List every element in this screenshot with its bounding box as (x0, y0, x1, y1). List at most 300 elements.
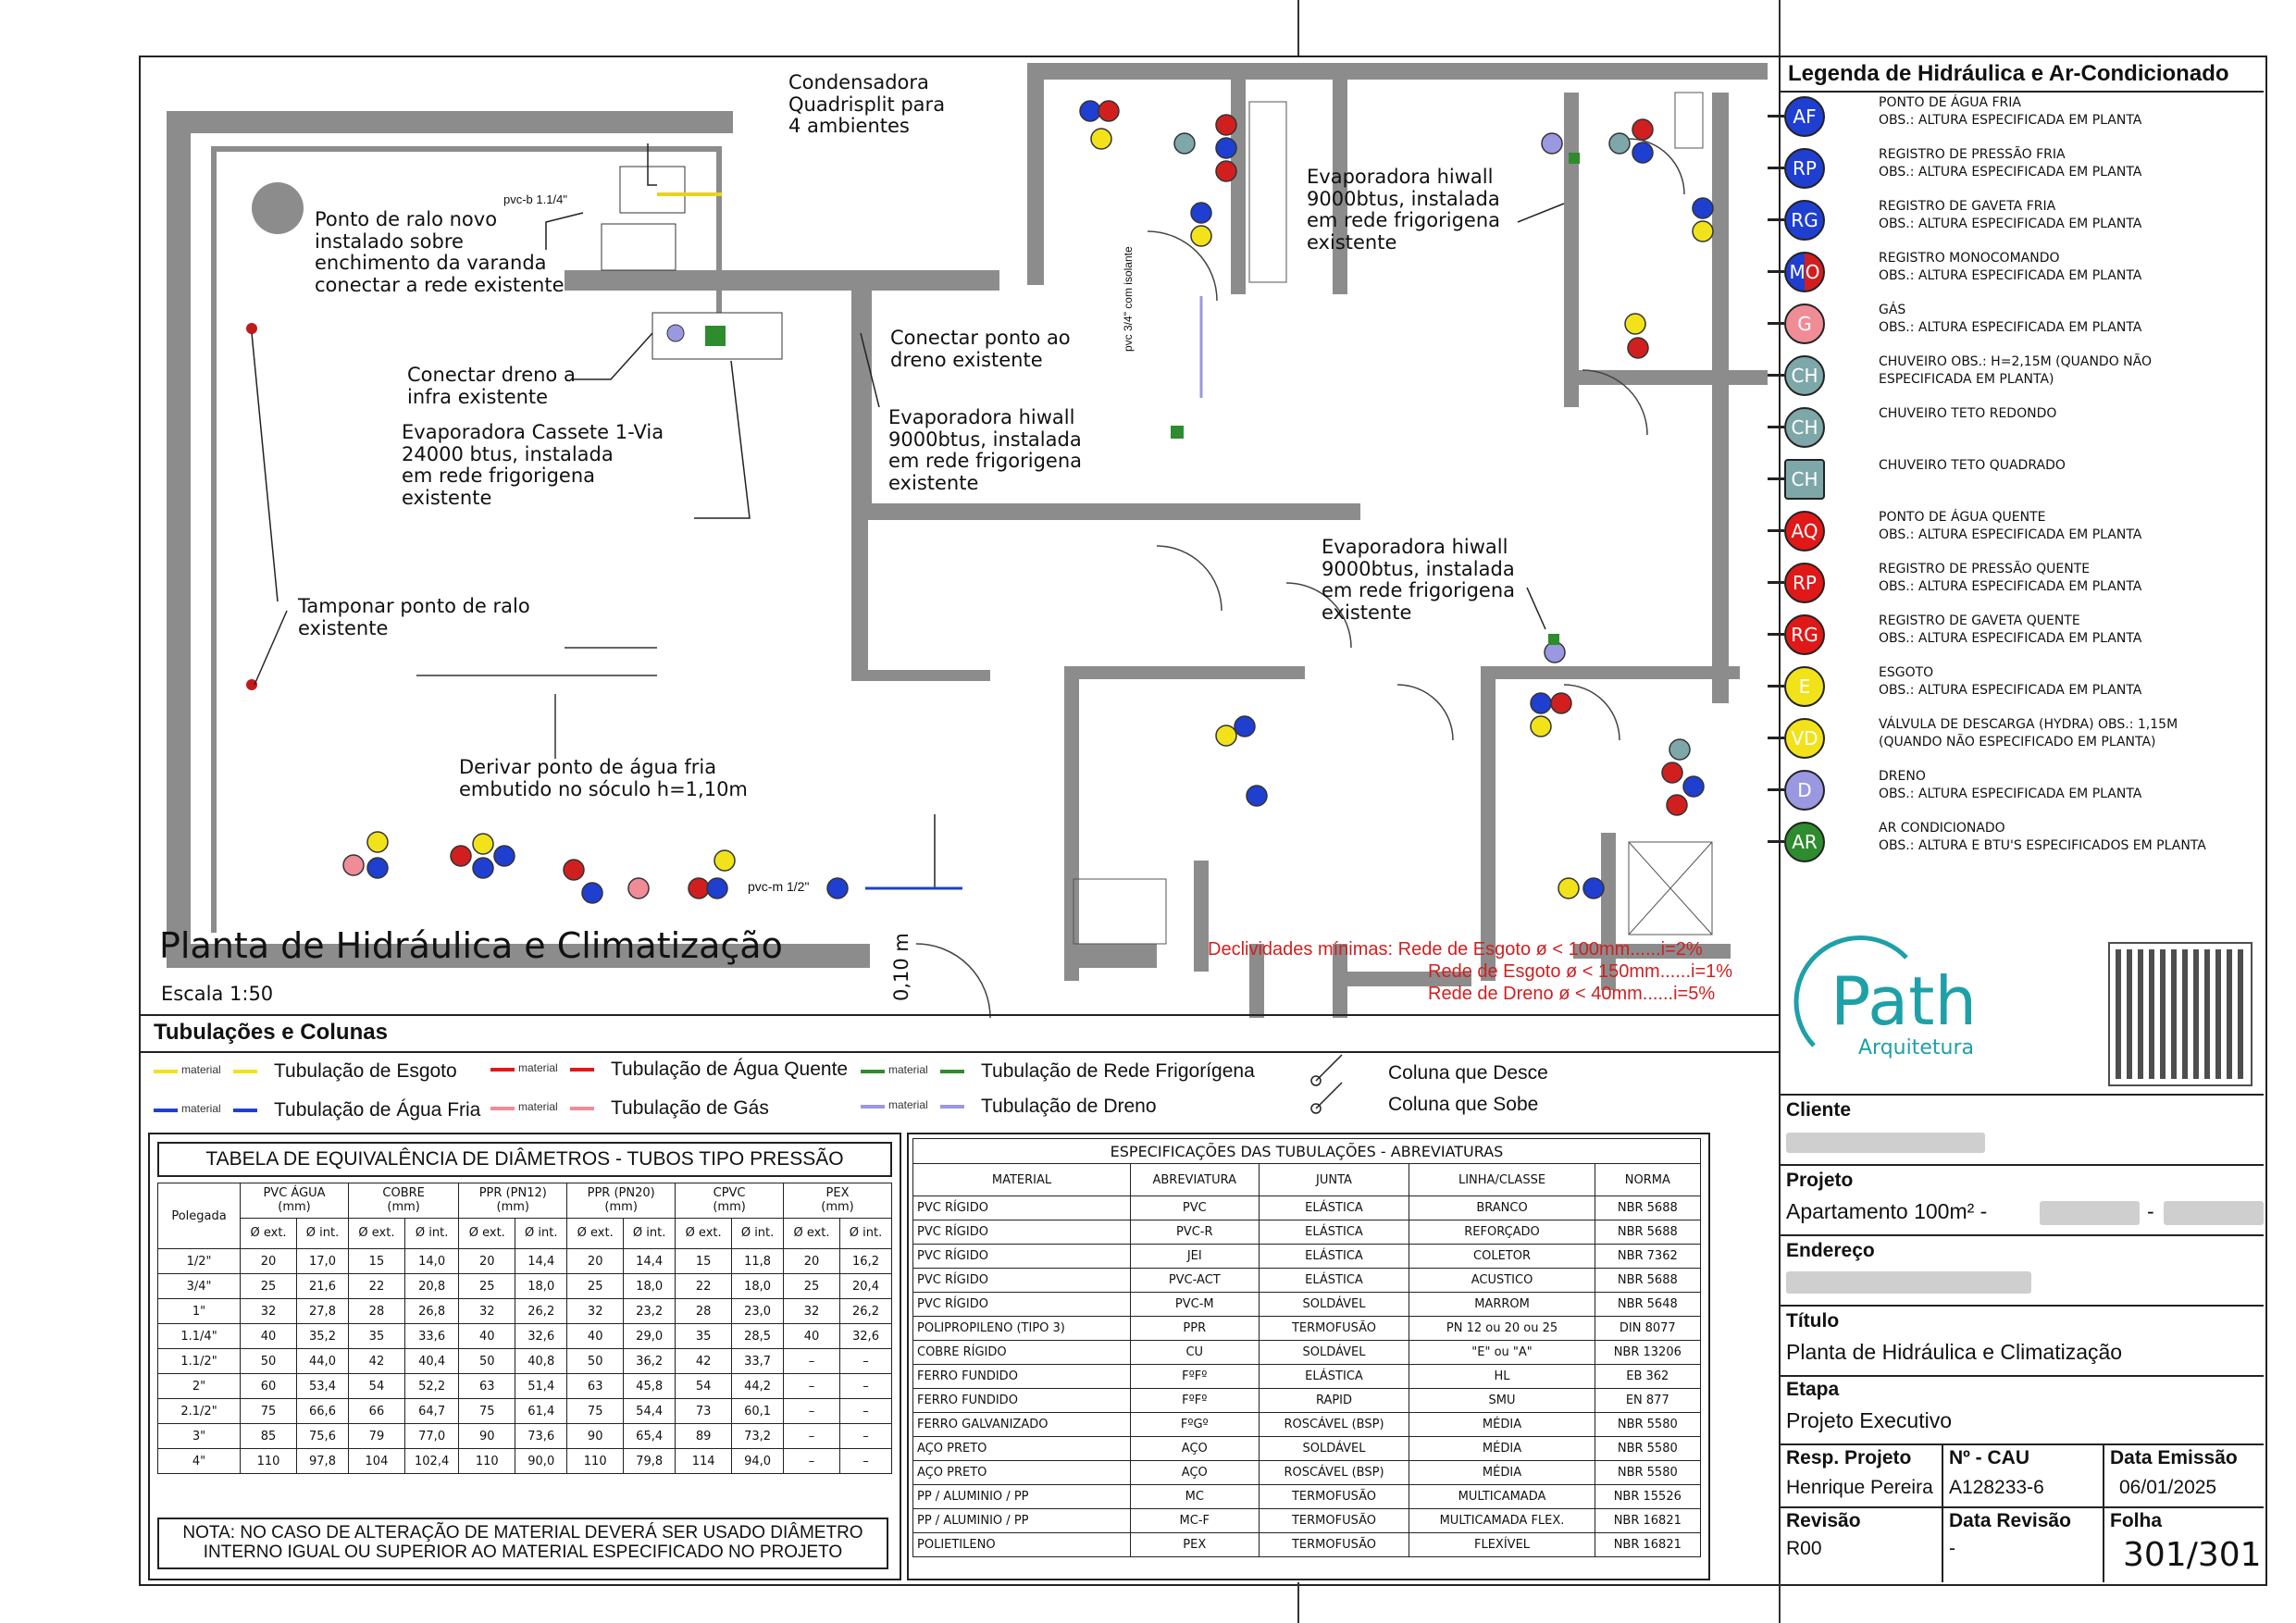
pipe-swatch (154, 1070, 178, 1073)
legend-text: REGISTRO DE PRESSÃO QUENTE OBS.: ALTURA ESPECIFICADA EM PLANTA (1879, 562, 2142, 594)
table-cell: 20 (567, 1249, 624, 1274)
legend-leader (1768, 529, 1784, 532)
table-cell: 20 (459, 1249, 515, 1274)
tb-row-line (1779, 1305, 2264, 1307)
table-row (913, 1341, 1701, 1365)
table-cell: 63 (567, 1374, 624, 1399)
table-cell: 90 (567, 1424, 624, 1449)
legend-symbol-icon (1784, 511, 1825, 551)
table-row (913, 1196, 1701, 1220)
table-cell: 51,4 (515, 1374, 567, 1399)
table-cell: 40 (567, 1324, 624, 1349)
cau-value: A128233-6 (1949, 1477, 2044, 1498)
table-cell: 28 (676, 1299, 732, 1324)
table-cell: NBR 5688 (1595, 1269, 1700, 1293)
equiv-header-cell: PPR (PN20) (mm) (567, 1183, 676, 1219)
legend-item (1768, 609, 2267, 661)
note-hiwall-3: Evaporadora hiwall 9000btus, instalada em rede frigorigena existente (1322, 536, 1516, 624)
table-cell: 79 (348, 1424, 404, 1449)
legend-item (1768, 402, 2267, 453)
slope-line-2: Rede de Esgoto ø < 150mm......i=1% (1428, 961, 1733, 982)
table-cell: 65,4 (624, 1424, 676, 1449)
table-cell: 52,2 (404, 1374, 458, 1399)
plan-scale: Escala 1:50 (161, 983, 274, 1005)
legend-symbol-icon (1784, 822, 1825, 862)
table-cell: NBR 5580 (1595, 1413, 1700, 1437)
brand-sub: Arquitetura (1858, 1036, 1974, 1059)
legend-code: RP (1793, 572, 1817, 594)
table-row (913, 1269, 1701, 1293)
legend-symbol-icon (1784, 407, 1825, 448)
legend-item (1768, 661, 2267, 712)
table-cell: ELÁSTICA (1259, 1365, 1409, 1389)
table-cell: TERMOFUSÃO (1259, 1485, 1409, 1509)
table-cell: 40 (241, 1324, 297, 1349)
table-row (158, 1349, 892, 1374)
pipe-label: Tubulação de Gás (611, 1097, 769, 1119)
table-cell: ELÁSTICA (1259, 1245, 1409, 1269)
table-cell: AÇO PRETO (913, 1461, 1131, 1485)
table-cell: FºFº (1131, 1389, 1260, 1413)
legend-code: RG (1791, 209, 1818, 231)
table-row (158, 1374, 892, 1399)
table-cell: 61,4 (515, 1399, 567, 1424)
table-cell: NBR 16821 (1595, 1533, 1700, 1557)
legend-text: PONTO DE ÁGUA FRIA OBS.: ALTURA ESPECIFICADA EM PLANTA (1879, 95, 2142, 128)
legend-symbol-icon (1784, 148, 1825, 189)
table-cell: PVC RÍGIDO (913, 1293, 1131, 1317)
legend-symbol-icon (1784, 459, 1825, 500)
table-cell: PVC RÍGIDO (913, 1269, 1131, 1293)
table-row (913, 1245, 1701, 1269)
table-cell: AÇO (1131, 1461, 1260, 1485)
legend-item (1768, 453, 2267, 505)
table-cell: 25 (567, 1274, 624, 1299)
spec-title-row (913, 1139, 1701, 1164)
brand-name: Path (1831, 962, 1978, 1040)
table-cell: 14,4 (515, 1249, 567, 1274)
cau-label: Nº - CAU (1949, 1447, 2029, 1468)
table-cell: 75 (241, 1399, 297, 1424)
legend-code: CH (1791, 468, 1818, 490)
project-label: Projeto (1786, 1170, 1854, 1191)
project-sep: - (2147, 1199, 2154, 1223)
table-cell: 4" (158, 1449, 241, 1474)
legend-leader (1768, 426, 1784, 428)
table-row (913, 1413, 1701, 1437)
spec-header-cell: ABREVIATURA (1131, 1164, 1260, 1196)
table-cell: 32,6 (839, 1324, 891, 1349)
table-cell: 50 (567, 1349, 624, 1374)
legend-item (1768, 194, 2267, 246)
legend-text: REGISTRO DE PRESSÃO FRIA OBS.: ALTURA ESPECIFICADA EM PLANTA (1879, 147, 2142, 180)
table-cell: REFORÇADO (1409, 1220, 1595, 1245)
table-cell: NBR 5580 (1595, 1461, 1700, 1485)
stage-label: Etapa (1786, 1379, 1840, 1400)
legend-leader (1768, 685, 1784, 688)
table-cell: 64,7 (404, 1399, 458, 1424)
table-cell: 14,0 (404, 1249, 458, 1274)
tb-row-line (1779, 1375, 2264, 1377)
pipes-title: Tubulações e Colunas (154, 1020, 388, 1045)
crop-line (1297, 0, 1299, 56)
table-cell: 50 (459, 1349, 515, 1374)
legend-symbol-icon (1784, 355, 1825, 396)
table-cell: FERRO FUNDIDO (913, 1389, 1131, 1413)
table-cell: SMU (1409, 1389, 1595, 1413)
table-cell: 75 (567, 1399, 624, 1424)
legend-leader (1768, 115, 1784, 118)
table-row (913, 1533, 1701, 1557)
table-cell: PPR (1131, 1317, 1260, 1341)
table-cell: 110 (241, 1449, 297, 1474)
table-row (158, 1299, 892, 1324)
project-redacted (2164, 1201, 2264, 1225)
table-cell: FLEXÍVEL (1409, 1533, 1595, 1557)
address-label: Endereço (1786, 1240, 1875, 1261)
table-cell: 110 (567, 1449, 624, 1474)
tb-row-line (1779, 1094, 2264, 1096)
table-cell: 29,0 (624, 1324, 676, 1349)
spec-header-cell: LINHA/CLASSE (1409, 1164, 1595, 1196)
table-cell: JEI (1131, 1245, 1260, 1269)
table-cell: POLIETILENO (913, 1533, 1131, 1557)
table-cell: ACUSTICO (1409, 1269, 1595, 1293)
pipe-label: Tubulação de Rede Frigorígena (981, 1060, 1255, 1082)
tb-col-line (1942, 1443, 1943, 1582)
equiv-title: TABELA DE EQUIVALÊNCIA DE DIÂMETROS - TUBOS TIPO PRESSÃO (157, 1142, 892, 1177)
legend-symbol-icon (1784, 666, 1825, 707)
pipes-rule (139, 1014, 1779, 1016)
legend-leader (1768, 788, 1784, 791)
table-cell: DIN 8077 (1595, 1317, 1700, 1341)
table-cell: ELÁSTICA (1259, 1220, 1409, 1245)
table-cell: 1" (158, 1299, 241, 1324)
pipe-label: Tubulação de Água Fria (274, 1099, 481, 1121)
equiv-subheader-cell: Ø int. (732, 1218, 784, 1248)
pipe-material-tag: material (518, 1061, 558, 1074)
tb-row-line (1779, 1164, 2264, 1166)
legend-code: RP (1793, 157, 1817, 180)
column-down-label: Coluna que Desce (1388, 1062, 1548, 1084)
table-cell: ROSCÁVEL (BSP) (1259, 1461, 1409, 1485)
legend-leader (1768, 374, 1784, 377)
table-cell: 15 (676, 1249, 732, 1274)
plan-walls (167, 63, 1768, 1018)
table-row (913, 1509, 1701, 1533)
pipe-swatch (490, 1068, 515, 1072)
equiv-header-row (158, 1183, 892, 1219)
legend-leader (1768, 840, 1784, 843)
table-cell: – (839, 1424, 891, 1449)
table-cell: EN 877 (1595, 1389, 1700, 1413)
note-connect-point: Conectar ponto ao dreno existente (890, 327, 1071, 371)
equiv-subheader-row (158, 1218, 892, 1248)
table-cell: PVC RÍGIDO (913, 1196, 1131, 1220)
table-cell: – (784, 1399, 840, 1424)
table-cell: PVC (1131, 1196, 1260, 1220)
table-cell: AÇO PRETO (913, 1437, 1131, 1461)
pipe-label: Tubulação de Água Quente (611, 1059, 849, 1080)
legend-text: GÁS OBS.: ALTURA ESPECIFICADA EM PLANTA (1879, 303, 2142, 335)
legend-code: G (1797, 313, 1812, 335)
table-cell: PN 12 ou 20 ou 25 (1409, 1317, 1595, 1341)
pipe-material-tag: material (181, 1063, 221, 1076)
table-cell: – (784, 1374, 840, 1399)
table-row (913, 1437, 1701, 1461)
legend-text: AR CONDICIONADO OBS.: ALTURA E BTU'S ESPECIFICADOS EM PLANTA (1879, 821, 2206, 853)
note-condenser: Condensadora Quadrisplit para 4 ambientes (788, 71, 946, 138)
table-cell: 25 (241, 1274, 297, 1299)
table-cell: MÉDIA (1409, 1461, 1595, 1485)
legend-symbol-icon (1784, 200, 1825, 241)
table-cell: 35 (348, 1324, 404, 1349)
legend-code: AR (1792, 831, 1818, 853)
sheet-label: Folha (2110, 1510, 2162, 1531)
pipe-material-tag: material (888, 1063, 928, 1076)
plan-title: Planta de Hidráulica e Climatização (159, 925, 783, 966)
table-cell: 89 (676, 1424, 732, 1449)
spec-header-cell: MATERIAL (913, 1164, 1131, 1196)
legend-code: CH (1791, 365, 1818, 387)
note-cold-water: Derivar ponto de água fria embutido no sóculo h=1,10m (459, 756, 748, 800)
tb-row-line (1779, 1234, 2264, 1236)
table-cell: 90,0 (515, 1449, 567, 1474)
rev-date-label: Data Revisão (1949, 1510, 2071, 1531)
legend-item (1768, 816, 2267, 868)
pipe-material-tag: material (518, 1100, 558, 1113)
client-label: Cliente (1786, 1099, 1852, 1121)
note-hiwall-1: Evaporadora hiwall 9000btus, instalada em rede frigorigena existente (888, 406, 1083, 494)
table-cell: 16,2 (839, 1249, 891, 1274)
equiv-header-cell: Polegada (158, 1183, 241, 1249)
equiv-subheader-cell: Ø ext. (567, 1218, 624, 1248)
legend-item (1768, 764, 2267, 816)
legend-leader (1768, 218, 1784, 221)
table-cell: 2" (158, 1374, 241, 1399)
table-cell: 25 (459, 1274, 515, 1299)
equiv-subheader-cell: Ø ext. (459, 1218, 515, 1248)
table-cell: – (784, 1449, 840, 1474)
table-cell: 102,4 (404, 1449, 458, 1474)
pipe-label: Tubulação de Esgoto (274, 1060, 457, 1082)
table-cell: SOLDÁVEL (1259, 1437, 1409, 1461)
table-row (158, 1324, 892, 1349)
legend-symbol-icon (1784, 718, 1825, 759)
table-cell: 20,4 (839, 1274, 891, 1299)
tb-col-line (2103, 1443, 2104, 1582)
table-cell: PVC RÍGIDO (913, 1245, 1131, 1269)
table-cell: – (839, 1399, 891, 1424)
legend-symbol-icon (1784, 252, 1825, 292)
table-row (913, 1317, 1701, 1341)
legend-item (1768, 298, 2267, 350)
table-cell: SOLDÁVEL (1259, 1293, 1409, 1317)
table-row (913, 1389, 1701, 1413)
note-cassette: Evaporadora Cassete 1-Via 24000 btus, instalada em rede frigorigena existente (402, 421, 664, 509)
table-cell: 14,4 (624, 1249, 676, 1274)
equiv-header-cell: PEX (mm) (784, 1183, 892, 1219)
table-cell: 114 (676, 1449, 732, 1474)
spec-table (912, 1138, 1701, 1557)
table-cell: – (784, 1424, 840, 1449)
table-cell: MC (1131, 1485, 1260, 1509)
table-cell: ROSCÁVEL (BSP) (1259, 1413, 1409, 1437)
table-cell: 33,7 (732, 1349, 784, 1374)
table-cell: 18,0 (515, 1274, 567, 1299)
legend-leader (1768, 167, 1784, 169)
legend-symbol-icon (1784, 96, 1825, 137)
table-cell: PVC-ACT (1131, 1269, 1260, 1293)
table-cell: TERMOFUSÃO (1259, 1317, 1409, 1341)
table-cell: PVC-R (1131, 1220, 1260, 1245)
table-cell: 44,0 (297, 1349, 349, 1374)
table-row (913, 1220, 1701, 1245)
table-cell: 1.1/4" (158, 1324, 241, 1349)
table-cell: COBRE RÍGIDO (913, 1341, 1131, 1365)
plan-dimension: 0,10 m (890, 933, 912, 1001)
table-cell: POLIPROPILENO (TIPO 3) (913, 1317, 1131, 1341)
table-cell: 35,2 (297, 1324, 349, 1349)
tb-row-line (1779, 1506, 2264, 1508)
pipe-swatch (154, 1109, 178, 1112)
legend-code: MO (1789, 261, 1820, 283)
table-cell: 94,0 (732, 1449, 784, 1474)
emission-value: 06/01/2025 (2119, 1477, 2217, 1498)
equiv-subheader-cell: Ø int. (297, 1218, 349, 1248)
table-cell: 44,2 (732, 1374, 784, 1399)
note-connect-drain: Conectar dreno a infra existente (407, 364, 576, 408)
equiv-subheader-cell: Ø ext. (784, 1218, 840, 1248)
table-cell: 66,6 (297, 1399, 349, 1424)
table-row (913, 1485, 1701, 1509)
equiv-header-cell: COBRE (mm) (348, 1183, 458, 1219)
legend-text: REGISTRO DE GAVETA QUENTE OBS.: ALTURA ESPECIFICADA EM PLANTA (1879, 613, 2142, 646)
table-cell: FERRO FUNDIDO (913, 1365, 1131, 1389)
table-cell: 40 (784, 1324, 840, 1349)
legend-leader (1768, 633, 1784, 636)
spec-header-row (913, 1164, 1701, 1196)
legend-symbol-icon (1784, 563, 1825, 603)
table-cell: 75,6 (297, 1424, 349, 1449)
table-cell: NBR 13206 (1595, 1341, 1700, 1365)
table-cell: 15 (348, 1249, 404, 1274)
table-row (158, 1249, 892, 1274)
equiv-note: NOTA: NO CASO DE ALTERAÇÃO DE MATERIAL DEVERÁ SER USADO DIÂMETRO INTERNO IGUAL OU SUPERIOR AO MATERIAL ESPECIFICADO NO PROJETO (157, 1518, 888, 1569)
pipe-label: pvc 3/4" com isolante (1122, 246, 1135, 352)
column-symbols (1305, 1053, 1379, 1114)
table-cell: 21,6 (297, 1274, 349, 1299)
drain-circle (252, 182, 304, 234)
table-cell: 110 (459, 1449, 515, 1474)
table-cell: 28 (348, 1299, 404, 1324)
table-cell: NBR 15526 (1595, 1485, 1700, 1509)
pipe-swatch (861, 1105, 885, 1109)
pipe-swatch (233, 1109, 257, 1112)
table-cell: 33,6 (404, 1324, 458, 1349)
table-cell: NBR 5688 (1595, 1220, 1700, 1245)
legend-text: REGISTRO DE GAVETA FRIA OBS.: ALTURA ESPECIFICADA EM PLANTA (1879, 199, 2142, 231)
table-cell: MÉDIA (1409, 1413, 1595, 1437)
table-cell: 1/2" (158, 1249, 241, 1274)
legend-item (1768, 91, 2267, 142)
title-value: Planta de Hidráulica e Climatização (1786, 1340, 2123, 1364)
table-cell: MARROM (1409, 1293, 1595, 1317)
table-cell: PEX (1131, 1533, 1260, 1557)
legend-text: DRENO OBS.: ALTURA ESPECIFICADA EM PLANTA (1879, 769, 2142, 801)
table-cell: 32,6 (515, 1324, 567, 1349)
table-cell: CU (1131, 1341, 1260, 1365)
legend-code: VD (1791, 727, 1818, 750)
table-cell: COLETOR (1409, 1245, 1595, 1269)
legend-text: VÁLVULA DE DESCARGA (HYDRA) OBS.: 1,15M (QUANDO NÃO ESPECIFICADO EM PLANTA) (1879, 717, 2178, 750)
legend-item (1768, 246, 2267, 298)
legend-item (1768, 350, 2267, 402)
legend-text: PONTO DE ÁGUA QUENTE OBS.: ALTURA ESPECIFICADA EM PLANTA (1879, 510, 2142, 542)
table-cell: ELÁSTICA (1259, 1269, 1409, 1293)
legend-text: CHUVEIRO OBS.: H=2,15M (QUANDO NÃO ESPECIFICADA EM PLANTA) (1879, 354, 2152, 387)
equiv-header-cell: PVC ÁGUA (mm) (241, 1183, 349, 1219)
legend-symbol-icon (1784, 770, 1825, 811)
legend-leader (1768, 737, 1784, 739)
table-cell: 40,8 (515, 1349, 567, 1374)
crop-line (1779, 0, 1781, 56)
table-cell: 50 (241, 1349, 297, 1374)
table-cell: PVC RÍGIDO (913, 1220, 1131, 1245)
table-cell: 26,2 (515, 1299, 567, 1324)
table-row (158, 1274, 892, 1299)
rev-value: R00 (1786, 1538, 1822, 1559)
table-cell: 54,4 (624, 1399, 676, 1424)
table-cell: MÉDIA (1409, 1437, 1595, 1461)
equiv-subheader-cell: Ø int. (404, 1218, 458, 1248)
pipe-label: pvc-m 1/2" (748, 879, 810, 894)
legend-code: D (1797, 779, 1812, 801)
legend-symbol-icon (1784, 614, 1825, 655)
condenser-box (620, 167, 685, 213)
legend-code: AQ (1791, 520, 1818, 542)
table-cell: FºFº (1131, 1365, 1260, 1389)
legend-leader (1768, 322, 1784, 325)
table-cell: 22 (676, 1274, 732, 1299)
table-cell: 27,8 (297, 1299, 349, 1324)
table-cell: NBR 5688 (1595, 1196, 1700, 1220)
equiv-table (157, 1183, 892, 1474)
pipe-swatch (490, 1107, 515, 1110)
table-cell: 53,4 (297, 1374, 349, 1399)
slope-line-3: Rede de Dreno ø < 40mm......i=5% (1428, 984, 1716, 1004)
table-cell: HL (1409, 1365, 1595, 1389)
table-cell: 28,5 (732, 1324, 784, 1349)
tb-row-line (1779, 1443, 2264, 1445)
table-cell: BRANCO (1409, 1196, 1595, 1220)
equiv-header-cell: PPR (PN12) (mm) (459, 1183, 567, 1219)
rev-date-value: - (1949, 1538, 1955, 1559)
equiv-subheader-cell: Ø ext. (676, 1218, 732, 1248)
pipe-label: pvc-b 1.1/4" (503, 192, 567, 206)
table-cell: 77,0 (404, 1424, 458, 1449)
table-cell: 54 (348, 1374, 404, 1399)
table-row (913, 1461, 1701, 1485)
legend-code: RG (1791, 624, 1818, 646)
table-cell: – (839, 1349, 891, 1374)
table-cell: MULTICAMADA FLEX. (1409, 1509, 1595, 1533)
titleblock-divider (1779, 56, 1781, 1582)
table-cell: 23,2 (624, 1299, 676, 1324)
project-redacted (2040, 1201, 2140, 1225)
table-cell: NBR 16821 (1595, 1509, 1700, 1533)
table-cell: – (839, 1374, 891, 1399)
